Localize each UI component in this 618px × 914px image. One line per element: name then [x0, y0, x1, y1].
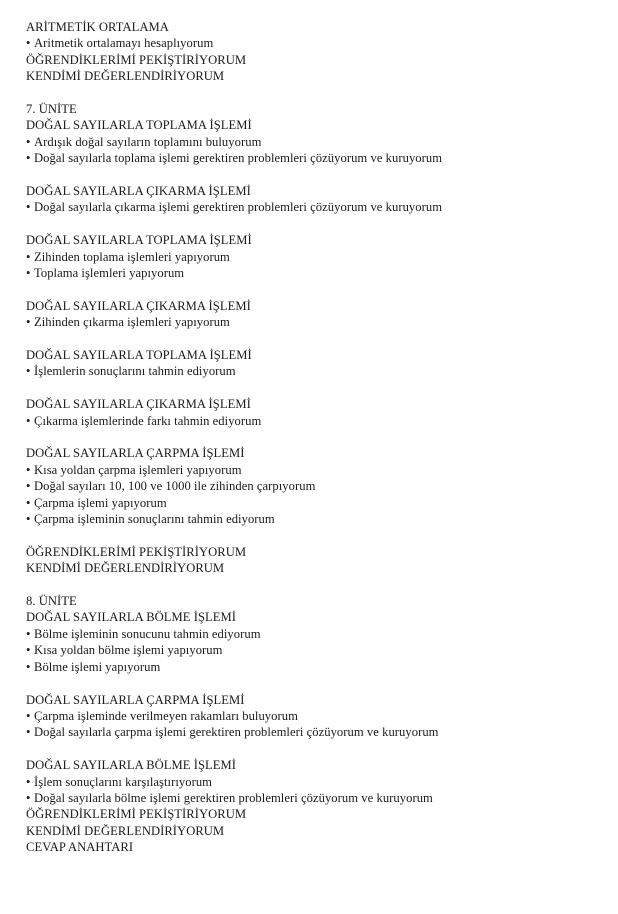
bullet-icon: •: [26, 249, 31, 264]
topic-item: [26, 363, 596, 379]
topic-item-text: Kısa yoldan bölme işlemi yapıyorum: [34, 643, 223, 658]
section-heading: DOĞAL SAYILARLA ÇARPMA İŞLEMİ: [26, 446, 245, 461]
topic-item-text: Zihinden toplama işlemleri yapıyorum: [34, 249, 230, 264]
topic-item-text: Ardışık doğal sayıların toplamını buluyorum: [34, 134, 262, 149]
topic-item: [26, 708, 596, 724]
topic-item-text: Çarpma işleminde verilmeyen rakamları buluyorum: [34, 708, 298, 723]
topic-item-text: Zihinden çıkarma işlemleri yapıyorum: [34, 315, 230, 330]
section-heading: DOĞAL SAYILARLA TOPLAMA İŞLEMİ: [26, 118, 252, 133]
topic-item-text: Aritmetik ortalamayı hesaplıyorum: [34, 36, 214, 51]
section-heading: DOĞAL SAYILARLA TOPLAMA İŞLEMİ: [26, 348, 252, 363]
bullet-icon: •: [26, 134, 31, 149]
section-heading: DOĞAL SAYILARLA ÇIKARMA İŞLEMİ: [26, 397, 251, 412]
bullet-icon: •: [26, 413, 31, 428]
blank-line: [26, 380, 596, 396]
bullet-icon: •: [26, 462, 31, 477]
topic-item: [26, 478, 596, 494]
topic-item-text: Toplama işlemleri yapıyorum: [34, 266, 185, 281]
section-heading: KENDİMİ DEĞERLENDİRİYORUM: [26, 561, 225, 576]
topic-item: [26, 199, 596, 215]
topic-item-text: Çarpma işlemi yapıyorum: [34, 495, 167, 510]
section-heading: ARİTMETİK ORTALAMA: [26, 20, 169, 34]
section-heading: DOĞAL SAYILARLA BÖLME İŞLEMİ: [26, 610, 237, 625]
section-heading: DOĞAL SAYILARLA ÇARPMA İŞLEMİ: [26, 692, 245, 707]
topic-item: [26, 249, 596, 265]
blank-line: [26, 675, 596, 691]
blank-line: [26, 741, 596, 757]
topic-item-text: Doğal sayılarla çarpma işlemi gerektiren problemleri çözüyorum ve kuruyorum: [34, 725, 439, 740]
topic-item-text: İşlem sonuçlarını karşılaştırıyorum: [34, 774, 213, 789]
topic-item-text: Doğal sayılarla bölme işlemi gerektiren problemleri çözüyorum ve kuruyorum: [34, 790, 433, 805]
topic-item: [26, 150, 596, 166]
section-heading: KENDİMİ DEĞERLENDİRİYORUM: [26, 823, 225, 838]
bullet-icon: •: [26, 151, 31, 166]
section-heading: ÖĞRENDİKLERİMİ PEKİŞTİRİYORUM: [26, 544, 247, 559]
bullet-icon: •: [26, 725, 31, 740]
bullet-icon: •: [26, 36, 31, 51]
blank-line: [26, 281, 596, 297]
blank-line: [26, 216, 596, 232]
section-heading: ÖĞRENDİKLERİMİ PEKİŞTİRİYORUM: [26, 807, 247, 822]
topic-item: [26, 462, 596, 478]
section-heading: CEVAP ANAHTARI: [26, 840, 134, 855]
table-of-contents: [26, 19, 596, 856]
bullet-icon: •: [26, 643, 31, 658]
topic-item: [26, 626, 596, 642]
bullet-icon: •: [26, 774, 31, 789]
bullet-icon: •: [26, 479, 31, 494]
topic-item-text: Doğal sayılarla çıkarma işlemi gerektiren problemleri çözüyorum ve kuruyorum: [34, 200, 443, 215]
section-heading: DOĞAL SAYILARLA TOPLAMA İŞLEMİ: [26, 233, 252, 248]
topic-item: [26, 413, 596, 429]
section-heading: ÖĞRENDİKLERİMİ PEKİŞTİRİYORUM: [26, 52, 247, 67]
topic-item-text: Çıkarma işlemlerinde farkı tahmin ediyorum: [34, 413, 262, 428]
section-heading: KENDİMİ DEĞERLENDİRİYORUM: [26, 69, 225, 84]
topic-item: [26, 790, 596, 806]
section-heading: DOĞAL SAYILARLA ÇIKARMA İŞLEMİ: [26, 298, 251, 313]
topic-item-text: Doğal sayıları 10, 100 ve 1000 ile zihinden çarpıyorum: [34, 479, 316, 494]
blank-line: [26, 167, 596, 183]
topic-item-text: Bölme işleminin sonucunu tahmin ediyorum: [34, 626, 261, 641]
bullet-icon: •: [26, 512, 31, 527]
bullet-icon: •: [26, 790, 31, 805]
topic-item-text: Kısa yoldan çarpma işlemleri yapıyorum: [34, 462, 242, 477]
unit-title: 7. ÜNİTE: [26, 102, 77, 117]
blank-line: [26, 577, 596, 593]
topic-item: [26, 774, 596, 790]
bullet-icon: •: [26, 626, 31, 641]
topic-item: [26, 35, 596, 51]
topic-item: [26, 642, 596, 658]
topic-item: [26, 724, 596, 740]
topic-item-text: Çarpma işleminin sonuçlarını tahmin ediyorum: [34, 512, 275, 527]
bullet-icon: •: [26, 200, 31, 215]
topic-item-text: Doğal sayılarla toplama işlemi gerektiren problemleri çözüyorum ve kuruyorum: [34, 151, 443, 166]
blank-line: [26, 85, 596, 101]
bullet-icon: •: [26, 266, 31, 281]
section-heading: DOĞAL SAYILARLA BÖLME İŞLEMİ: [26, 758, 237, 773]
bullet-icon: •: [26, 495, 31, 510]
topic-item: [26, 495, 596, 511]
bullet-icon: •: [26, 315, 31, 330]
topic-item: [26, 265, 596, 281]
topic-item-text: İşlemlerin sonuçlarını tahmin ediyorum: [34, 364, 236, 379]
topic-item: [26, 659, 596, 675]
topic-item-text: Bölme işlemi yapıyorum: [34, 659, 161, 674]
topic-item: [26, 314, 596, 330]
blank-line: [26, 429, 596, 445]
bullet-icon: •: [26, 659, 31, 674]
blank-line: [26, 331, 596, 347]
topic-item: [26, 511, 596, 527]
bullet-icon: •: [26, 708, 31, 723]
blank-line: [26, 527, 596, 543]
topic-item: [26, 134, 596, 150]
unit-title: 8. ÜNİTE: [26, 594, 77, 609]
section-heading: DOĞAL SAYILARLA ÇIKARMA İŞLEMİ: [26, 184, 251, 199]
bullet-icon: •: [26, 364, 31, 379]
